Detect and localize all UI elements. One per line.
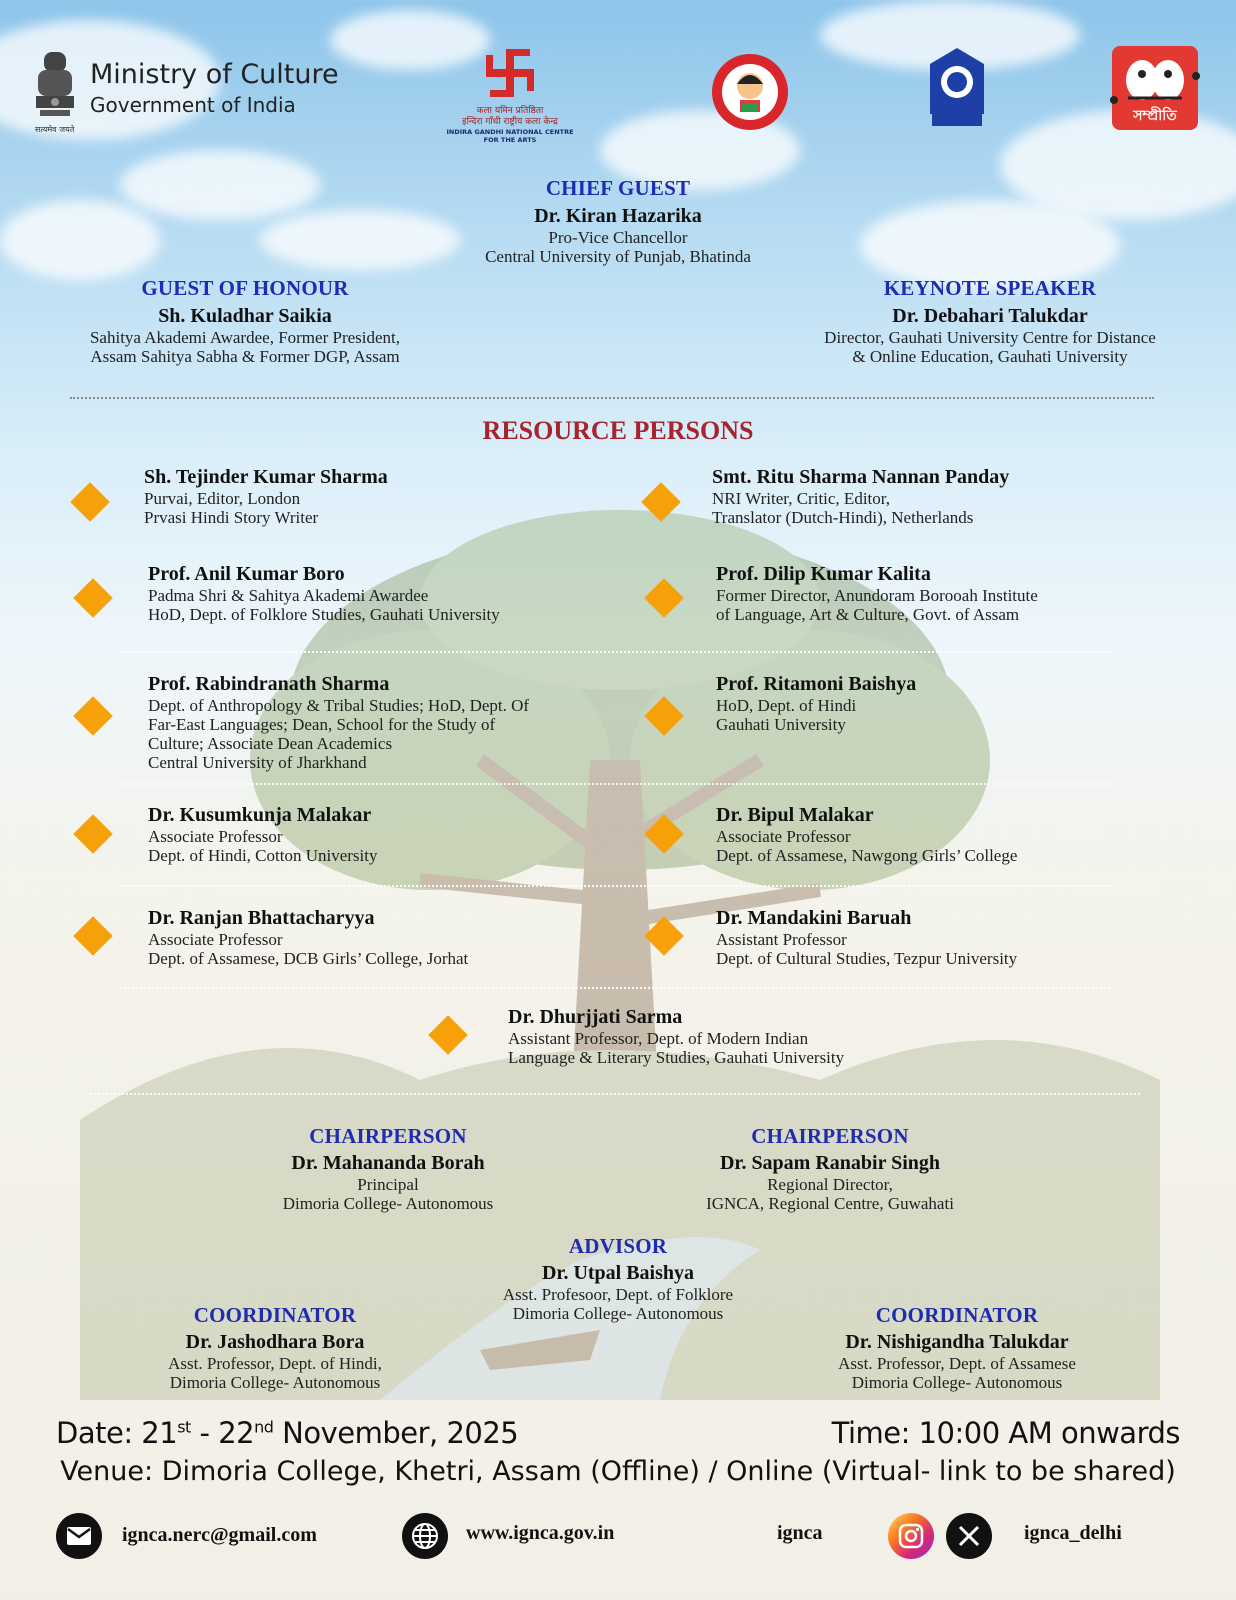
- date-end: - 22: [190, 1416, 255, 1450]
- email-icon: [56, 1513, 102, 1559]
- ministry-title: Ministry of Culture: [90, 59, 339, 90]
- chair-right-role: CHAIRPERSON: [751, 1124, 909, 1148]
- chief-guest-line1: Pro-Vice Chancellor: [548, 228, 688, 247]
- guest-of-honour-role: GUEST OF HONOUR: [141, 276, 349, 300]
- chair-left-name: Dr. Mahananda Borah: [291, 1152, 485, 1174]
- chief-guest-block: [418, 176, 818, 266]
- chair-right-name: Dr. Sapam Ranabir Singh: [719, 1152, 941, 1174]
- chief-guest-name: Dr. Kiran Hazarika: [534, 205, 702, 227]
- resource-person-detail: Purvai, Editor, London: [144, 489, 301, 508]
- x-twitter-icon[interactable]: [946, 1513, 992, 1559]
- chair-left-line1: Principal: [357, 1175, 419, 1194]
- ignca-swastika-icon: [480, 45, 540, 101]
- ignca-english-name: INDIRA GANDHI NATIONAL CENTRE FOR THE ARTS: [446, 128, 574, 144]
- resource-person-detail: Padma Shri & Sahitya Akademi Awardee: [148, 586, 429, 605]
- coord-right-name: Dr. Nishigandha Talukdar: [845, 1331, 1069, 1353]
- resource-person: [148, 907, 468, 968]
- ignca-hindi-motto: कला यमिन प्रतिष्ठिता: [476, 106, 544, 116]
- advisor-role: ADVISOR: [568, 1234, 668, 1258]
- beti-bachao-logo-icon: [710, 52, 790, 132]
- keynote-role: KEYNOTE SPEAKER: [883, 276, 1097, 300]
- chairperson-left-block: [218, 1124, 558, 1213]
- resource-person-detail: Culture; Associate Dean Academics: [148, 734, 393, 753]
- resource-person-name: Dr. Kusumkunja Malakar: [148, 804, 372, 826]
- resource-person-name: Dr. Mandakini Baruah: [716, 907, 912, 929]
- section-divider: [70, 397, 1154, 399]
- coord-right-line2: Dimoria College- Autonomous: [851, 1373, 1063, 1392]
- coordinator-right-block: [792, 1303, 1122, 1392]
- resource-person: [716, 673, 916, 734]
- coord-left-line2: Dimoria College- Autonomous: [169, 1373, 381, 1392]
- resource-person-detail: Central University of Jharkhand: [148, 753, 367, 772]
- chief-guest-line2: Central University of Punjab, Bhatinda: [485, 247, 751, 266]
- keynote-line1: Director, Gauhati University Centre for Distance: [824, 328, 1156, 347]
- resource-person-name: Prof. Dilip Kumar Kalita: [716, 563, 931, 585]
- resource-person-detail: Dept. of Assamese, Nawgong Girls’ College: [716, 846, 1018, 865]
- advisor-line2: Dimoria College- Autonomous: [512, 1304, 724, 1323]
- coord-left-role: COORDINATOR: [193, 1303, 357, 1327]
- resource-person-detail: Dept. of Cultural Studies, Tezpur University: [716, 949, 1018, 968]
- chair-left-role: CHAIRPERSON: [309, 1124, 467, 1148]
- date-suffix-nd: nd: [254, 1417, 274, 1437]
- resource-person-name: Smt. Ritu Sharma Nannan Panday: [712, 466, 1010, 488]
- resource-person-detail: HoD, Dept. of Folklore Studies, Gauhati University: [148, 605, 500, 624]
- resource-person-name: Prof. Ritamoni Baishya: [716, 673, 917, 695]
- guest-of-honour-block: [40, 276, 450, 366]
- resource-person: [716, 907, 1017, 968]
- emblem-motto: सत्यमेव जयते: [35, 125, 75, 134]
- chair-right-line2: IGNCA, Regional Centre, Guwahati: [706, 1194, 954, 1213]
- resource-person-detail: Gauhati University: [716, 715, 846, 734]
- chief-guest-role: CHIEF GUEST: [545, 176, 691, 200]
- contact-email[interactable]: igncа.nerc@gmail.com: [122, 1524, 317, 1546]
- resource-person: [148, 563, 500, 624]
- resource-person-detail: Associate Professor: [716, 827, 851, 846]
- resource-person: [148, 673, 529, 772]
- row-divider: [120, 987, 1110, 989]
- date-month-year: November, 2025: [273, 1416, 519, 1450]
- resource-persons-title: RESOURCE PERSONS: [482, 416, 754, 445]
- resource-person: [508, 1006, 844, 1067]
- resource-person-detail: Dept. of Anthropology & Tribal Studies; HoD, Dept. Of: [148, 696, 530, 715]
- social-handle-ignca[interactable]: ignca: [777, 1522, 823, 1544]
- resource-person: [716, 804, 1017, 865]
- keynote-name: Dr. Debahari Talukdar: [892, 305, 1088, 327]
- resource-person-name: Dr. Ranjan Bhattacharyya: [148, 907, 375, 929]
- resource-person-detail: Dept. of Assamese, DCB Girls’ College, Jorhat: [148, 949, 469, 968]
- resource-person-detail: of Language, Art & Culture, Govt. of Assam: [716, 605, 1020, 624]
- globe-icon: [402, 1513, 448, 1559]
- advisor-name: Dr. Utpal Baishya: [541, 1262, 695, 1284]
- resource-person: [144, 466, 388, 527]
- resource-person-detail: Former Director, Anundoram Borooah Institute: [716, 586, 1038, 605]
- guest-of-honour-line1: Sahitya Akademi Awardee, Former President,: [89, 328, 401, 347]
- social-handle-ignca-delhi[interactable]: ignca_delhi: [1024, 1522, 1122, 1544]
- resource-person: [716, 563, 1038, 624]
- resource-person-name: Prof. Rabindranath Sharma: [148, 673, 390, 695]
- row-divider: [90, 1093, 1140, 1095]
- ministry-of-culture-logo: [30, 48, 339, 130]
- date-suffix-st: st: [177, 1417, 191, 1437]
- keynote-line2: & Online Education, Gauhati University: [852, 347, 1128, 366]
- resource-person-detail: NRI Writer, Critic, Editor,: [712, 489, 890, 508]
- coord-left-line1: Asst. Professor, Dept. of Hindi,: [168, 1354, 382, 1373]
- chairperson-right-block: [660, 1124, 1000, 1213]
- dimoria-college-logo-icon: [924, 44, 990, 130]
- row-divider: [120, 783, 1110, 785]
- national-emblem-icon: [30, 48, 80, 130]
- coord-left-name: Dr. Jashodhara Bora: [185, 1331, 365, 1353]
- resource-person-name: Prof. Anil Kumar Boro: [148, 563, 345, 585]
- event-venue: Venue: Dimoria College, Khetri, Assam (Offline) / Online (Virtual- link to be shared): [60, 1456, 1176, 1487]
- chair-left-line2: Dimoria College- Autonomous: [282, 1194, 494, 1213]
- advisor-block: [448, 1234, 788, 1323]
- resource-person-detail: Assistant Professor, Dept. of Modern Indian: [508, 1029, 809, 1048]
- instagram-icon[interactable]: [888, 1513, 934, 1559]
- row-divider: [120, 651, 1110, 653]
- resource-person-detail: Translator (Dutch-Hindi), Netherlands: [712, 508, 974, 527]
- ignca-hindi-name: इन्दिरा गाँधी राष्ट्रीय कला केन्द्र: [462, 117, 558, 127]
- resource-person-detail: Assistant Professor: [716, 930, 847, 949]
- resource-person: [712, 466, 1009, 527]
- coord-right-line1: Asst. Professor, Dept. of Assamese: [838, 1354, 1076, 1373]
- resource-person-detail: Far-East Languages; Dean, School for the Study of: [148, 715, 496, 734]
- chair-right-line1: Regional Director,: [767, 1175, 893, 1194]
- contact-website[interactable]: www.ignca.gov.in: [466, 1522, 615, 1544]
- resource-person-detail: Associate Professor: [148, 827, 283, 846]
- event-time: Time: 10:00 AM onwards: [831, 1416, 1180, 1450]
- resource-person-name: Sh. Tejinder Kumar Sharma: [144, 466, 388, 488]
- resource-person-detail: HoD, Dept. of Hindi: [716, 696, 857, 715]
- keynote-speaker-block: [780, 276, 1200, 366]
- ministry-subtitle: Government of India: [90, 93, 296, 117]
- coordinator-left-block: [110, 1303, 440, 1392]
- guest-of-honour-name: Sh. Kuladhar Saikia: [158, 305, 332, 327]
- resource-person-detail: Language & Literary Studies, Gauhati University: [508, 1048, 845, 1067]
- ignca-logo: [440, 45, 580, 144]
- row-divider: [120, 885, 1110, 887]
- date-start: Date: 21: [56, 1416, 178, 1450]
- event-date: [56, 1416, 518, 1450]
- resource-person-name: Dr. Dhurjjati Sarma: [508, 1006, 683, 1028]
- resource-person-detail: Dept. of Hindi, Cotton University: [148, 846, 378, 865]
- resource-person-detail: Prvasi Hindi Story Writer: [144, 508, 319, 527]
- advisor-line1: Asst. Profesoor, Dept. of Folklore: [502, 1285, 734, 1304]
- samprity-label: সম্প্ৰীতি: [1133, 108, 1177, 124]
- guest-of-honour-line2: Assam Sahitya Sabha & Former DGP, Assam: [90, 347, 400, 366]
- resource-person-detail: Associate Professor: [148, 930, 283, 949]
- resource-person: [148, 804, 377, 865]
- coord-right-role: COORDINATOR: [875, 1303, 1039, 1327]
- samprity-logo: [1108, 42, 1202, 134]
- resource-person-name: Dr. Bipul Malakar: [716, 804, 874, 826]
